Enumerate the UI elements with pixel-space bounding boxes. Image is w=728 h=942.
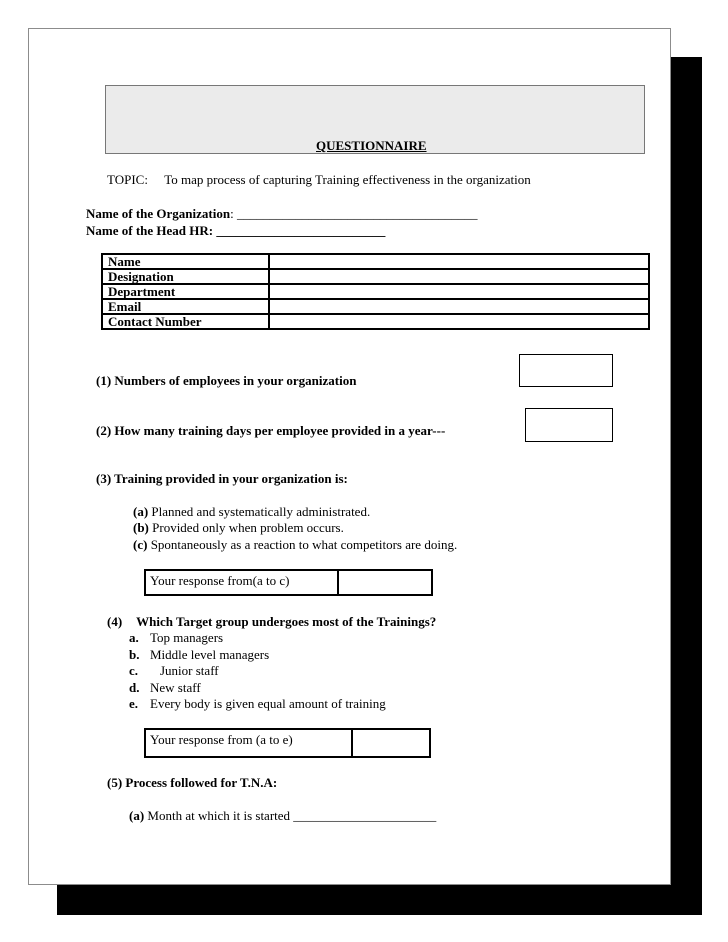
table-row	[102, 299, 649, 314]
contact-info-table	[101, 253, 650, 330]
q3-text: (3) Training provided in your organization is:	[96, 471, 348, 486]
page-title: QUESTIONNAIRE	[316, 138, 427, 153]
q4-option-d	[129, 680, 201, 696]
table-label: Email	[102, 299, 269, 314]
q5-sub-key: (a)	[129, 808, 145, 823]
q3-option-key: (a)	[133, 504, 149, 519]
q4-option-e	[129, 696, 386, 712]
q3-option-key: (b)	[133, 520, 149, 535]
table-label: Designation	[102, 269, 269, 284]
q3-option-key: (c)	[133, 537, 148, 552]
q4-number: (4)	[107, 614, 123, 629]
q1-answer-box[interactable]	[519, 354, 613, 387]
table-row	[102, 254, 649, 269]
q3-option-a	[133, 504, 370, 520]
table-row	[102, 284, 649, 299]
topic-label: TOPIC	[107, 172, 145, 187]
q4-option-key: b.	[129, 647, 140, 662]
q3-response-label: Your response from(a to c)	[146, 571, 339, 594]
topic-text: To map process of capturing Training effectiveness in the organization	[164, 172, 531, 187]
q3-option-text: Provided only when problem occurs.	[148, 520, 344, 535]
q4-heading	[107, 614, 436, 630]
q4-option-c	[129, 663, 219, 679]
q5-sub-text: Month at which it is started	[147, 808, 291, 823]
q4-option-text: Junior staff	[160, 663, 219, 678]
q3-response-box	[144, 569, 433, 596]
q4-option-text: Middle level managers	[150, 647, 270, 662]
q4-option-text: New staff	[150, 680, 201, 695]
q3-option-c	[133, 537, 457, 553]
head-hr-label: Name of the Head HR:	[86, 223, 217, 238]
table-row	[102, 314, 649, 329]
table-label: Name	[102, 254, 269, 269]
org-name-line: Name of the Organization: _____________________________________	[86, 206, 478, 221]
q4-option-key: a.	[129, 630, 139, 645]
q2-text: (2) How many training days per employee provided in a year---	[96, 423, 446, 438]
q4-option-key: e.	[129, 696, 139, 711]
q4-text: Which Target group undergoes most of the Trainings?	[136, 614, 437, 629]
q4-response-box	[144, 728, 431, 758]
q5-sub-field[interactable]: ______________________	[293, 808, 437, 823]
head-hr-line	[86, 223, 385, 239]
q3-option-text: Planned and systematically administrated.	[148, 504, 371, 519]
topic-line: TOPIC: To map process of capturing Training effectiveness in the organization	[107, 172, 531, 187]
q4-option-key: c.	[129, 663, 139, 678]
q1-text: (1) Numbers of employees in your organization	[96, 373, 357, 388]
table-input[interactable]	[269, 269, 649, 284]
q3-option-text: Spontaneously as a reaction to what competitors are doing.	[147, 537, 458, 552]
table-label: Department	[102, 284, 269, 299]
q5-sub-a	[129, 808, 436, 824]
table-row	[102, 269, 649, 284]
q2-answer-box[interactable]	[525, 408, 613, 442]
org-name-field[interactable]: _____________________________________	[236, 206, 478, 221]
head-hr-field[interactable]: __________________________	[216, 223, 386, 238]
table-input[interactable]	[269, 254, 649, 269]
q4-option-a	[129, 630, 223, 646]
table-input[interactable]	[269, 299, 649, 314]
table-input[interactable]	[269, 284, 649, 299]
table-input[interactable]	[269, 314, 649, 329]
q4-option-b	[129, 647, 269, 663]
q4-response-label: Your response from (a to e)	[146, 730, 353, 756]
q3-option-b	[133, 520, 344, 536]
table-label: Contact Number	[102, 314, 269, 329]
q5-text: (5) Process followed for T.N.A:	[107, 775, 278, 790]
q4-option-text: Top managers	[150, 630, 224, 645]
q4-option-text: Every body is given equal amount of training	[150, 696, 386, 711]
org-name-label: Name of the Organization	[86, 206, 231, 221]
q4-response-input[interactable]	[353, 730, 429, 756]
q4-option-key: d.	[129, 680, 140, 695]
q3-response-input[interactable]	[339, 571, 431, 594]
